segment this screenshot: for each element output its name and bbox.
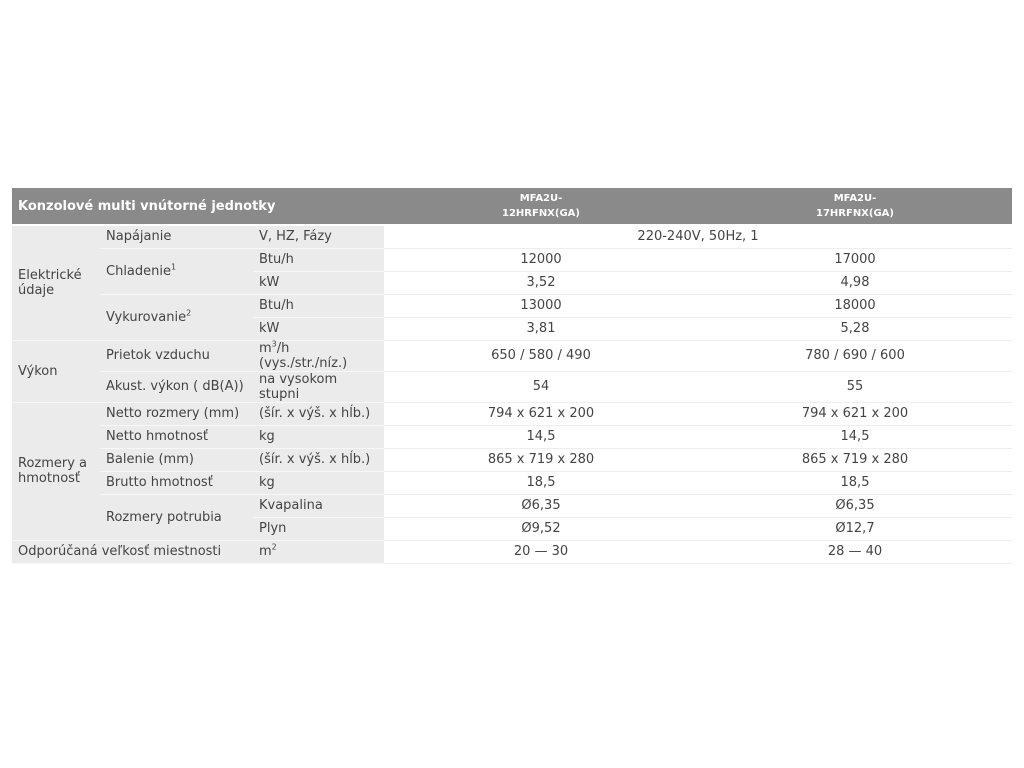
airflow-label: Prietok vzduchu (100, 340, 253, 371)
power-supply-unit: V, HZ, Fázy (253, 225, 384, 248)
room-size-unit-sup: 2 (271, 542, 277, 552)
model-1-line2: 12HRFNX(GA) (502, 208, 580, 219)
room-size-label: Odporúčaná veľkosť miestnosti (12, 540, 253, 563)
group-dimensions: Rozmery a hmotnosť (12, 402, 100, 540)
packaging-unit: (šír. x výš. x hĺb.) (253, 448, 384, 471)
net-dimensions-1: 794 x 621 x 200 (384, 402, 698, 425)
model-header-2 (698, 188, 1012, 225)
cooling-kw-1: 3,52 (384, 271, 698, 294)
packaging-1: 865 x 719 x 280 (384, 448, 698, 471)
net-weight-label: Netto hmotnosť (100, 425, 253, 448)
cooling-label-text: Chladenie (106, 263, 171, 279)
cooling-kw-2: 4,98 (698, 271, 1012, 294)
net-weight-1: 14,5 (384, 425, 698, 448)
model-header-1 (384, 188, 698, 225)
cooling-footnote: 1 (171, 262, 177, 272)
room-size-unit-base: m (259, 544, 272, 559)
net-dimensions-unit: (šír. x výš. x hĺb.) (253, 402, 384, 425)
table-row (12, 448, 1012, 471)
noise-label: Akust. výkon ( dB(A)) (100, 371, 253, 402)
piping-liquid-unit: Kvapalina (253, 494, 384, 517)
airflow-unit-rest: /h (vys./str./níz.) (259, 340, 348, 371)
airflow-value-1: 650 / 580 / 490 (384, 340, 698, 371)
gross-weight-2: 18,5 (698, 471, 1012, 494)
spec-table (12, 188, 1012, 564)
group-electric: Elektrické údaje (12, 225, 100, 340)
table-row (12, 248, 1012, 271)
room-size-1: 20 — 30 (384, 540, 698, 563)
power-supply-label: Napájanie (100, 225, 253, 248)
heating-kw-2: 5,28 (698, 317, 1012, 340)
table-row (12, 494, 1012, 517)
table-row (12, 225, 1012, 248)
net-weight-2: 14,5 (698, 425, 1012, 448)
table-title: Konzolové multi vnútorné jednotky (12, 188, 384, 225)
table-row (12, 294, 1012, 317)
table-row (12, 471, 1012, 494)
net-weight-unit: kg (253, 425, 384, 448)
airflow-unit-sup: 3 (271, 339, 277, 349)
piping-liquid-2: Ø6,35 (698, 494, 1012, 517)
piping-gas-1: Ø9,52 (384, 517, 698, 540)
cooling-label (100, 248, 253, 294)
room-size-2: 28 — 40 (698, 540, 1012, 563)
room-size-unit (253, 540, 384, 563)
net-dimensions-2: 794 x 621 x 200 (698, 402, 1012, 425)
gross-weight-1: 18,5 (384, 471, 698, 494)
cooling-kw-unit: kW (253, 271, 384, 294)
table-header-row (12, 188, 1012, 225)
heating-btu-2: 18000 (698, 294, 1012, 317)
piping-liquid-1: Ø6,35 (384, 494, 698, 517)
piping-gas-unit: Plyn (253, 517, 384, 540)
airflow-value-2: 780 / 690 / 600 (698, 340, 1012, 371)
heating-btu-unit: Btu/h (253, 294, 384, 317)
cooling-btu-1: 12000 (384, 248, 698, 271)
heating-kw-unit: kW (253, 317, 384, 340)
airflow-unit-base: m (259, 340, 272, 356)
table-row (12, 540, 1012, 563)
heating-label (100, 294, 253, 340)
heating-label-text: Vykurovanie (106, 309, 187, 325)
piping-gas-2: Ø12,7 (698, 517, 1012, 540)
cooling-btu-unit: Btu/h (253, 248, 384, 271)
packaging-label: Balenie (mm) (100, 448, 253, 471)
heating-footnote: 2 (186, 308, 192, 318)
table-row (12, 340, 1012, 371)
model-2-line1: MFA2U- (833, 193, 877, 204)
gross-weight-label: Brutto hmotnosť (100, 471, 253, 494)
noise-value-2: 55 (698, 371, 1012, 402)
table-row (12, 425, 1012, 448)
airflow-unit (253, 340, 384, 371)
model-1-line1: MFA2U- (519, 193, 563, 204)
table-row (12, 371, 1012, 402)
gross-weight-unit: kg (253, 471, 384, 494)
model-2-line2: 17HRFNX(GA) (816, 208, 894, 219)
power-supply-value: 220-240V, 50Hz, 1 (384, 225, 1012, 248)
heating-btu-1: 13000 (384, 294, 698, 317)
cooling-btu-2: 17000 (698, 248, 1012, 271)
noise-unit: na vysokom stupni (253, 371, 384, 402)
group-performance: Výkon (12, 340, 100, 402)
piping-label: Rozmery potrubia (100, 494, 253, 540)
table-row (12, 402, 1012, 425)
packaging-2: 865 x 719 x 280 (698, 448, 1012, 471)
noise-value-1: 54 (384, 371, 698, 402)
net-dimensions-label: Netto rozmery (mm) (100, 402, 253, 425)
heating-kw-1: 3,81 (384, 317, 698, 340)
